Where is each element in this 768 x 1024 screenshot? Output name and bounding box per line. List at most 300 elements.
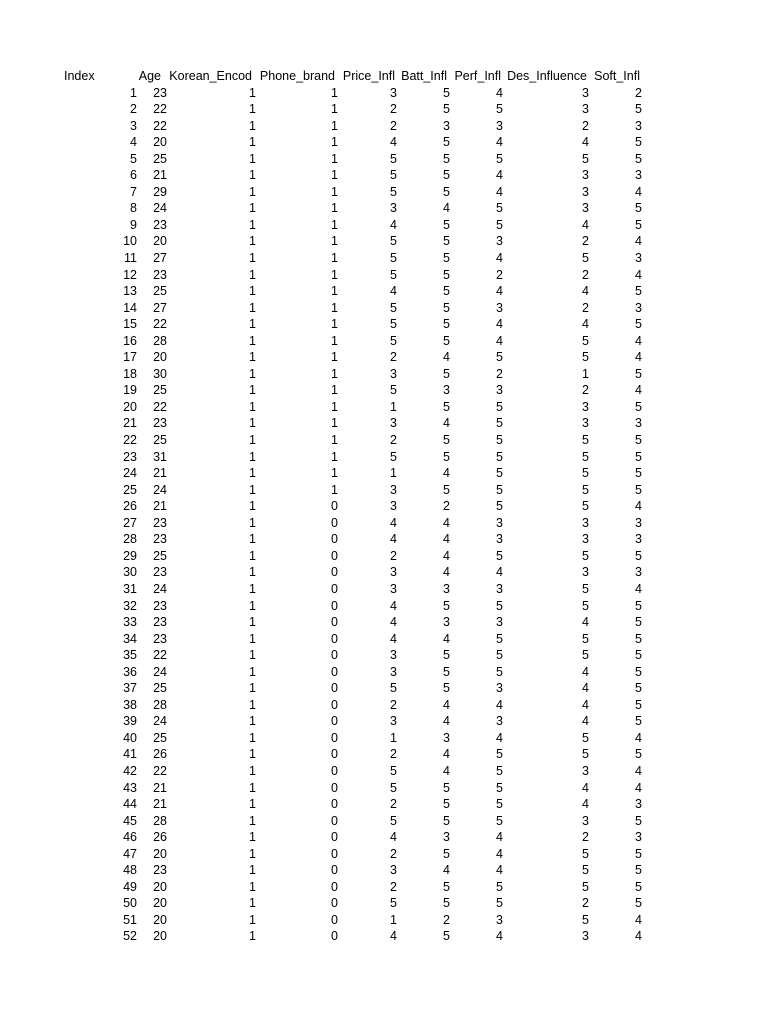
- cell-korean-encod: 1: [249, 747, 256, 762]
- cell-phone-brand: 0: [331, 565, 338, 580]
- cell-age: 20: [153, 896, 167, 911]
- table-row: [0, 151, 768, 168]
- cell-age: 31: [153, 449, 167, 464]
- cell-index: 9: [130, 217, 137, 232]
- cell-soft-infl: 4: [635, 912, 642, 927]
- cell-age: 24: [153, 482, 167, 497]
- cell-phone-brand: 1: [331, 251, 338, 266]
- cell-phone-brand: 0: [331, 747, 338, 762]
- cell-des-influence: 5: [582, 499, 589, 514]
- header-des-influence: Des_Influence: [507, 69, 587, 83]
- cell-index: 47: [123, 846, 137, 861]
- cell-index: 18: [123, 366, 137, 381]
- cell-index: 17: [123, 350, 137, 365]
- cell-soft-infl: 4: [635, 780, 642, 795]
- cell-korean-encod: 1: [249, 251, 256, 266]
- cell-perf-infl: 3: [496, 234, 503, 249]
- cell-perf-infl: 5: [496, 433, 503, 448]
- cell-index: 48: [123, 863, 137, 878]
- cell-phone-brand: 1: [331, 333, 338, 348]
- cell-batt-infl: 3: [443, 615, 450, 630]
- cell-korean-encod: 1: [249, 466, 256, 481]
- cell-batt-infl: 5: [443, 648, 450, 663]
- cell-age: 20: [153, 846, 167, 861]
- header-soft-infl: Soft_Infl: [594, 69, 640, 83]
- cell-des-influence: 3: [582, 813, 589, 828]
- cell-price-infl: 3: [390, 664, 397, 679]
- cell-korean-encod: 1: [249, 366, 256, 381]
- cell-des-influence: 3: [582, 763, 589, 778]
- cell-price-infl: 2: [390, 747, 397, 762]
- cell-korean-encod: 1: [249, 763, 256, 778]
- table-row: [0, 233, 768, 250]
- cell-korean-encod: 1: [249, 648, 256, 663]
- cell-batt-infl: 5: [443, 846, 450, 861]
- cell-soft-infl: 5: [635, 466, 642, 481]
- cell-index: 7: [130, 184, 137, 199]
- cell-des-influence: 4: [582, 317, 589, 332]
- table-row: [0, 598, 768, 615]
- cell-phone-brand: 1: [331, 399, 338, 414]
- cell-age: 25: [153, 151, 167, 166]
- cell-soft-infl: 4: [635, 581, 642, 596]
- cell-batt-infl: 4: [443, 548, 450, 563]
- cell-batt-infl: 3: [443, 383, 450, 398]
- cell-des-influence: 4: [582, 664, 589, 679]
- cell-des-influence: 4: [582, 615, 589, 630]
- cell-perf-infl: 5: [496, 482, 503, 497]
- cell-des-influence: 5: [582, 548, 589, 563]
- cell-des-influence: 3: [582, 102, 589, 117]
- header-age: Age: [138, 69, 161, 83]
- cell-age: 23: [153, 416, 167, 431]
- cell-korean-encod: 1: [249, 102, 256, 117]
- cell-phone-brand: 1: [331, 366, 338, 381]
- cell-batt-infl: 5: [443, 267, 450, 282]
- cell-batt-infl: 5: [443, 300, 450, 315]
- table-row: [0, 399, 768, 416]
- cell-perf-infl: 4: [496, 333, 503, 348]
- cell-korean-encod: 1: [249, 565, 256, 580]
- cell-price-infl: 3: [390, 863, 397, 878]
- header-row: [0, 68, 768, 85]
- cell-soft-infl: 3: [635, 515, 642, 530]
- cell-phone-brand: 1: [331, 416, 338, 431]
- cell-price-infl: 4: [390, 929, 397, 944]
- cell-korean-encod: 1: [249, 317, 256, 332]
- cell-index: 22: [123, 433, 137, 448]
- cell-index: 4: [130, 135, 137, 150]
- cell-des-influence: 3: [582, 184, 589, 199]
- cell-des-influence: 4: [582, 217, 589, 232]
- cell-perf-infl: 2: [496, 366, 503, 381]
- cell-batt-infl: 5: [443, 184, 450, 199]
- cell-soft-infl: 4: [635, 499, 642, 514]
- cell-perf-infl: 3: [496, 118, 503, 133]
- cell-index: 21: [123, 416, 137, 431]
- table-row: [0, 813, 768, 830]
- cell-des-influence: 5: [582, 912, 589, 927]
- table-row: [0, 895, 768, 912]
- cell-age: 24: [153, 201, 167, 216]
- cell-index: 12: [123, 267, 137, 282]
- cell-price-infl: 2: [390, 548, 397, 563]
- cell-batt-infl: 3: [443, 830, 450, 845]
- cell-soft-infl: 5: [635, 896, 642, 911]
- cell-phone-brand: 0: [331, 863, 338, 878]
- table-row: [0, 879, 768, 896]
- cell-soft-infl: 5: [635, 135, 642, 150]
- cell-soft-infl: 5: [635, 151, 642, 166]
- cell-des-influence: 5: [582, 350, 589, 365]
- cell-korean-encod: 1: [249, 85, 256, 100]
- cell-perf-infl: 5: [496, 896, 503, 911]
- cell-index: 5: [130, 151, 137, 166]
- cell-korean-encod: 1: [249, 333, 256, 348]
- cell-soft-infl: 5: [635, 548, 642, 563]
- cell-perf-infl: 3: [496, 615, 503, 630]
- cell-price-infl: 2: [390, 879, 397, 894]
- cell-price-infl: 5: [390, 234, 397, 249]
- cell-batt-infl: 4: [443, 863, 450, 878]
- cell-korean-encod: 1: [249, 201, 256, 216]
- cell-price-infl: 5: [390, 300, 397, 315]
- cell-korean-encod: 1: [249, 681, 256, 696]
- cell-batt-infl: 4: [443, 201, 450, 216]
- cell-age: 20: [153, 234, 167, 249]
- cell-phone-brand: 1: [331, 217, 338, 232]
- cell-phone-brand: 0: [331, 896, 338, 911]
- cell-soft-infl: 5: [635, 747, 642, 762]
- cell-korean-encod: 1: [249, 267, 256, 282]
- cell-perf-infl: 5: [496, 780, 503, 795]
- cell-phone-brand: 0: [331, 515, 338, 530]
- cell-price-infl: 5: [390, 251, 397, 266]
- cell-korean-encod: 1: [249, 532, 256, 547]
- cell-perf-infl: 4: [496, 730, 503, 745]
- cell-perf-infl: 4: [496, 284, 503, 299]
- cell-des-influence: 5: [582, 581, 589, 596]
- cell-price-infl: 3: [390, 648, 397, 663]
- cell-age: 30: [153, 366, 167, 381]
- cell-age: 24: [153, 664, 167, 679]
- table-row: [0, 283, 768, 300]
- cell-batt-infl: 5: [443, 85, 450, 100]
- cell-soft-infl: 5: [635, 714, 642, 729]
- cell-price-infl: 5: [390, 780, 397, 795]
- cell-index: 45: [123, 813, 137, 828]
- cell-price-infl: 4: [390, 615, 397, 630]
- cell-index: 42: [123, 763, 137, 778]
- cell-index: 23: [123, 449, 137, 464]
- cell-perf-infl: 4: [496, 830, 503, 845]
- cell-soft-infl: 5: [635, 102, 642, 117]
- cell-age: 22: [153, 399, 167, 414]
- cell-des-influence: 2: [582, 830, 589, 845]
- cell-index: 29: [123, 548, 137, 563]
- cell-price-infl: 4: [390, 135, 397, 150]
- cell-price-infl: 1: [390, 730, 397, 745]
- header-batt-infl: Batt_Infl: [401, 69, 447, 83]
- cell-batt-infl: 4: [443, 416, 450, 431]
- cell-soft-infl: 5: [635, 217, 642, 232]
- cell-des-influence: 3: [582, 532, 589, 547]
- table-row: [0, 780, 768, 797]
- cell-des-influence: 5: [582, 598, 589, 613]
- cell-des-influence: 4: [582, 135, 589, 150]
- table-row: [0, 349, 768, 366]
- cell-soft-infl: 4: [635, 333, 642, 348]
- cell-perf-infl: 3: [496, 532, 503, 547]
- cell-price-infl: 5: [390, 317, 397, 332]
- cell-price-infl: 2: [390, 846, 397, 861]
- table-row: [0, 415, 768, 432]
- cell-price-infl: 2: [390, 697, 397, 712]
- cell-des-influence: 3: [582, 565, 589, 580]
- cell-soft-infl: 4: [635, 929, 642, 944]
- cell-price-infl: 4: [390, 515, 397, 530]
- cell-batt-infl: 4: [443, 714, 450, 729]
- cell-age: 24: [153, 581, 167, 596]
- table-row: [0, 167, 768, 184]
- cell-korean-encod: 1: [249, 813, 256, 828]
- cell-index: 50: [123, 896, 137, 911]
- table-row: [0, 217, 768, 234]
- cell-age: 29: [153, 184, 167, 199]
- cell-perf-infl: 4: [496, 184, 503, 199]
- table-row: [0, 134, 768, 151]
- cell-index: 44: [123, 797, 137, 812]
- cell-des-influence: 2: [582, 234, 589, 249]
- cell-phone-brand: 0: [331, 797, 338, 812]
- cell-korean-encod: 1: [249, 350, 256, 365]
- cell-soft-infl: 5: [635, 482, 642, 497]
- cell-price-infl: 4: [390, 532, 397, 547]
- cell-soft-infl: 5: [635, 846, 642, 861]
- table-row: [0, 333, 768, 350]
- cell-korean-encod: 1: [249, 482, 256, 497]
- cell-age: 25: [153, 681, 167, 696]
- cell-price-infl: 3: [390, 482, 397, 497]
- cell-phone-brand: 0: [331, 581, 338, 596]
- cell-age: 23: [153, 615, 167, 630]
- cell-price-infl: 3: [390, 565, 397, 580]
- cell-phone-brand: 1: [331, 350, 338, 365]
- cell-korean-encod: 1: [249, 300, 256, 315]
- cell-des-influence: 4: [582, 714, 589, 729]
- cell-age: 23: [153, 85, 167, 100]
- cell-des-influence: 1: [582, 366, 589, 381]
- cell-phone-brand: 1: [331, 433, 338, 448]
- cell-des-influence: 5: [582, 747, 589, 762]
- cell-batt-infl: 5: [443, 482, 450, 497]
- cell-age: 28: [153, 697, 167, 712]
- cell-perf-infl: 3: [496, 714, 503, 729]
- cell-age: 20: [153, 912, 167, 927]
- cell-des-influence: 5: [582, 846, 589, 861]
- cell-phone-brand: 0: [331, 664, 338, 679]
- table-row: [0, 101, 768, 118]
- cell-price-infl: 4: [390, 217, 397, 232]
- cell-korean-encod: 1: [249, 515, 256, 530]
- cell-phone-brand: 1: [331, 482, 338, 497]
- cell-perf-infl: 3: [496, 515, 503, 530]
- cell-age: 23: [153, 863, 167, 878]
- cell-age: 23: [153, 598, 167, 613]
- cell-batt-infl: 5: [443, 449, 450, 464]
- cell-soft-infl: 3: [635, 565, 642, 580]
- table-row: [0, 581, 768, 598]
- cell-batt-infl: 5: [443, 664, 450, 679]
- cell-perf-infl: 5: [496, 598, 503, 613]
- cell-index: 38: [123, 697, 137, 712]
- cell-korean-encod: 1: [249, 896, 256, 911]
- cell-phone-brand: 1: [331, 449, 338, 464]
- cell-phone-brand: 1: [331, 85, 338, 100]
- cell-phone-brand: 0: [331, 648, 338, 663]
- cell-price-infl: 4: [390, 284, 397, 299]
- cell-batt-infl: 4: [443, 532, 450, 547]
- cell-phone-brand: 0: [331, 730, 338, 745]
- cell-soft-infl: 5: [635, 697, 642, 712]
- cell-index: 30: [123, 565, 137, 580]
- cell-des-influence: 5: [582, 251, 589, 266]
- cell-perf-infl: 3: [496, 912, 503, 927]
- cell-age: 20: [153, 929, 167, 944]
- cell-age: 22: [153, 317, 167, 332]
- table-row: [0, 250, 768, 267]
- table-row: [0, 85, 768, 102]
- cell-des-influence: 3: [582, 399, 589, 414]
- cell-age: 21: [153, 797, 167, 812]
- cell-perf-infl: 5: [496, 350, 503, 365]
- table-row: [0, 680, 768, 697]
- cell-batt-infl: 5: [443, 284, 450, 299]
- table-row: [0, 829, 768, 846]
- cell-soft-infl: 3: [635, 251, 642, 266]
- table-row: [0, 796, 768, 813]
- cell-soft-infl: 5: [635, 598, 642, 613]
- cell-soft-infl: 5: [635, 879, 642, 894]
- table-row: [0, 548, 768, 565]
- cell-des-influence: 3: [582, 85, 589, 100]
- table-row: [0, 118, 768, 135]
- table-row: [0, 664, 768, 681]
- cell-index: 8: [130, 201, 137, 216]
- cell-des-influence: 5: [582, 648, 589, 663]
- cell-phone-brand: 0: [331, 929, 338, 944]
- table-row: [0, 846, 768, 863]
- cell-soft-infl: 5: [635, 317, 642, 332]
- cell-age: 21: [153, 780, 167, 795]
- table-row: [0, 564, 768, 581]
- table-row: [0, 300, 768, 317]
- cell-index: 3: [130, 118, 137, 133]
- cell-korean-encod: 1: [249, 664, 256, 679]
- cell-korean-encod: 1: [249, 780, 256, 795]
- cell-korean-encod: 1: [249, 929, 256, 944]
- cell-index: 34: [123, 631, 137, 646]
- cell-soft-infl: 3: [635, 797, 642, 812]
- cell-index: 39: [123, 714, 137, 729]
- cell-soft-infl: 5: [635, 201, 642, 216]
- cell-soft-infl: 5: [635, 366, 642, 381]
- cell-price-infl: 5: [390, 763, 397, 778]
- cell-price-infl: 3: [390, 366, 397, 381]
- cell-price-infl: 3: [390, 85, 397, 100]
- cell-soft-infl: 5: [635, 863, 642, 878]
- cell-batt-infl: 5: [443, 813, 450, 828]
- cell-price-infl: 1: [390, 399, 397, 414]
- cell-perf-infl: 5: [496, 763, 503, 778]
- cell-price-infl: 5: [390, 168, 397, 183]
- cell-korean-encod: 1: [249, 499, 256, 514]
- cell-age: 26: [153, 830, 167, 845]
- cell-perf-infl: 4: [496, 846, 503, 861]
- cell-des-influence: 3: [582, 929, 589, 944]
- cell-price-infl: 2: [390, 797, 397, 812]
- cell-phone-brand: 0: [331, 681, 338, 696]
- cell-phone-brand: 0: [331, 532, 338, 547]
- cell-index: 40: [123, 730, 137, 745]
- cell-index: 25: [123, 482, 137, 497]
- cell-korean-encod: 1: [249, 598, 256, 613]
- cell-phone-brand: 0: [331, 780, 338, 795]
- cell-batt-infl: 3: [443, 581, 450, 596]
- cell-price-infl: 4: [390, 631, 397, 646]
- cell-batt-infl: 5: [443, 929, 450, 944]
- cell-perf-infl: 3: [496, 681, 503, 696]
- cell-des-influence: 4: [582, 284, 589, 299]
- cell-perf-infl: 5: [496, 879, 503, 894]
- cell-index: 36: [123, 664, 137, 679]
- cell-age: 22: [153, 648, 167, 663]
- cell-age: 25: [153, 383, 167, 398]
- cell-batt-infl: 4: [443, 697, 450, 712]
- cell-age: 21: [153, 499, 167, 514]
- cell-soft-infl: 4: [635, 383, 642, 398]
- cell-age: 21: [153, 168, 167, 183]
- table-row: [0, 697, 768, 714]
- cell-soft-infl: 2: [635, 85, 642, 100]
- cell-korean-encod: 1: [249, 284, 256, 299]
- cell-price-infl: 1: [390, 912, 397, 927]
- cell-batt-infl: 5: [443, 317, 450, 332]
- cell-index: 46: [123, 830, 137, 845]
- cell-batt-infl: 5: [443, 366, 450, 381]
- cell-perf-infl: 5: [496, 664, 503, 679]
- cell-perf-infl: 5: [496, 416, 503, 431]
- cell-perf-infl: 5: [496, 499, 503, 514]
- cell-age: 25: [153, 730, 167, 745]
- cell-perf-infl: 5: [496, 631, 503, 646]
- cell-index: 1: [130, 85, 137, 100]
- cell-price-infl: 5: [390, 267, 397, 282]
- header-index: Index: [64, 69, 95, 83]
- cell-batt-infl: 5: [443, 780, 450, 795]
- table-row: [0, 614, 768, 631]
- table-row: [0, 928, 768, 945]
- table-row: [0, 515, 768, 532]
- cell-perf-infl: 5: [496, 217, 503, 232]
- cell-age: 24: [153, 714, 167, 729]
- cell-des-influence: 5: [582, 433, 589, 448]
- cell-batt-infl: 5: [443, 681, 450, 696]
- cell-perf-infl: 4: [496, 251, 503, 266]
- cell-phone-brand: 1: [331, 383, 338, 398]
- cell-price-infl: 2: [390, 350, 397, 365]
- cell-index: 35: [123, 648, 137, 663]
